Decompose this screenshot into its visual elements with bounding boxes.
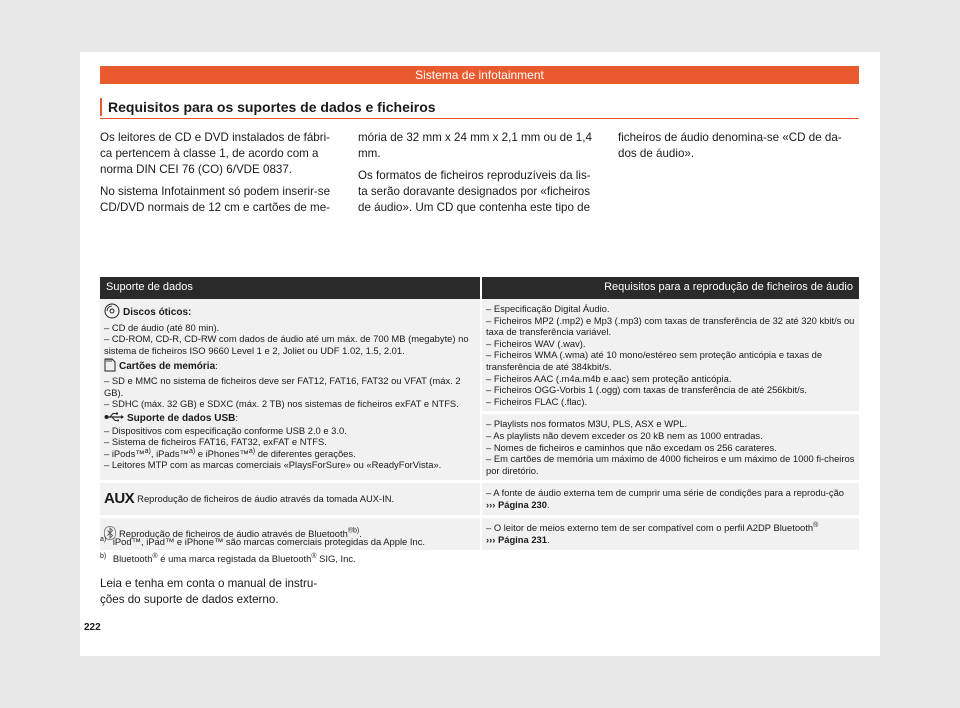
punctuation: . xyxy=(546,498,550,510)
list-item: – Ficheiros WAV (.wav). xyxy=(486,337,586,349)
audio-requirements-cell xyxy=(481,299,859,413)
list-item: – Ficheiros WMA (.wma) até 10 mono/estéreo sem proteção anticópia e taxas de transferência de até 384kbit/s. xyxy=(486,349,823,372)
requirements-table xyxy=(100,277,859,550)
footnote-text: Bluetooth xyxy=(112,553,153,564)
list-item: – SDHC (máx. 32 GB) e SDXC (máx. 2 TB) nos sistemas de ficheiros exFAT e NTFS. xyxy=(104,398,459,410)
footnote-text: iPod™, iPad™ e iPhone™ são marcas comerciais protegidas da Apple Inc. xyxy=(112,536,425,547)
list-item: – Em cartões de memória um máximo de 4000 ficheiros e um máximo de 1000 fi-cheiros por diretório. xyxy=(486,453,855,476)
intro-paragraph: mória de 32 mm x 24 mm x 2,1 mm ou de 1,4 mm. xyxy=(358,131,592,160)
footnote-text: SIG, Inc. xyxy=(316,553,356,564)
list-item: – Ficheiros FLAC (.flac). xyxy=(486,395,588,407)
list-item: – Playlists nos formatos M3U, PLS, ASX e WPL. xyxy=(486,418,688,430)
playlist-requirements-cell xyxy=(481,413,859,482)
optical-section xyxy=(104,303,476,356)
footnote-mark: a) xyxy=(144,447,151,455)
list-item: – Nomes de ficheiros e caminhos que não excedam os 256 carateres. xyxy=(486,441,777,453)
intro-columns xyxy=(100,130,860,280)
generations-text: de diferentes gerações. xyxy=(255,447,356,459)
usb-section xyxy=(104,412,476,471)
footnote-text: é uma marca registada da Bluetooth xyxy=(157,553,312,564)
memory-title-suffix: : xyxy=(215,360,218,372)
page-number: 222 xyxy=(84,622,101,633)
intro-paragraph: Os leitores de CD e DVD instalados de fábri-ca pertencem à classe 1, de acordo com a norma DIN CEI 76 (CO) 6/VDE 0837. xyxy=(100,131,331,176)
aux-requirement-text: – A fonte de áudio externa tem de cumprir uma série de condições para a reprodu-ção xyxy=(486,487,845,499)
aux-label: Reprodução de ficheiros de áudio através da tomada AUX-IN. xyxy=(137,492,395,504)
page-reference-link[interactable]: ››› Página 231 xyxy=(486,533,547,545)
footnote-mark: b) xyxy=(100,552,107,560)
column-header-media: Suporte de dados xyxy=(100,277,481,299)
list-item: – Ficheiros OGG-Vorbis 1 (.ogg) com taxas de transferência de até 256kbit/s. xyxy=(486,384,807,396)
intro-column-1 xyxy=(100,130,340,222)
media-cell xyxy=(100,299,481,482)
optical-title: Discos óticos: xyxy=(123,306,192,318)
aux-icon: AUX xyxy=(104,490,135,508)
chapter-header: Sistema de infotainment xyxy=(100,66,859,84)
ipads-text: , iPads™ xyxy=(150,447,189,459)
bluetooth-requirement-text: – O leitor de meios externo tem de ser compatível com o perfil A2DP Bluetooth xyxy=(486,522,814,534)
usb-title: Suporte de dados USB xyxy=(127,412,236,424)
usb-title-suffix: : xyxy=(235,411,238,423)
memory-title: Cartões de memória xyxy=(119,361,216,373)
aux-requirements-cell xyxy=(481,482,859,516)
list-item xyxy=(104,448,476,460)
list-item: – Especificação Digital Áudio. xyxy=(486,303,610,314)
iphones-text: e iPhones™ xyxy=(195,447,249,459)
registered-mark: ® xyxy=(813,522,819,530)
table-header-row xyxy=(100,277,859,299)
list-item: – Ficheiros MP2 (.mp2) e Mp3 (.mp3) com taxas de transferência de 32 até 320 kbit/s ou taxa de transferência variável. xyxy=(486,314,855,338)
section-title: Requisitos para os suportes de dados e ficheiros xyxy=(100,98,868,116)
footnote-mark: a) xyxy=(100,535,107,543)
intro-paragraph: No sistema Infotainment só podem inserir-se CD/DVD normais de 12 cm e cartões de me- xyxy=(100,185,331,214)
footnote-mark: ®b) xyxy=(347,527,360,535)
ipods-text: – iPods™ xyxy=(104,447,145,459)
page-reference-link[interactable]: ››› Página 230 xyxy=(486,498,547,510)
table-row xyxy=(100,299,859,413)
registered-mark: ® xyxy=(152,552,158,560)
bluetooth-label: Reprodução de ficheiros de áudio através de Bluetooth xyxy=(119,527,348,539)
table-row xyxy=(100,482,859,516)
disc-icon xyxy=(104,303,120,322)
list-item: – Dispositivos com especificação conforme USB 2.0 e 3.0. xyxy=(104,424,347,436)
list-item: – Sistema de ficheiros FAT16, FAT32, exFAT e NTFS. xyxy=(104,436,327,448)
list-item: – CD de áudio (até 80 min). xyxy=(104,321,220,333)
usb-icon xyxy=(104,412,124,425)
intro-paragraph: ficheiros de áudio denomina-se «CD de da-dos de áudio». xyxy=(618,131,842,160)
intro-column-3 xyxy=(618,130,858,168)
memory-card-icon xyxy=(104,358,116,375)
list-item: – As playlists não devem exceder os 20 kB nem as 1000 entradas. xyxy=(486,429,763,441)
intro-paragraph: Os formatos de ficheiros reproduzíveis da lis-ta serão doravante designados por «ficheiros de áudio». Um CD que contenha este tipo de xyxy=(358,169,591,214)
aux-media-cell xyxy=(100,482,481,516)
column-header-requirements: Requisitos para a reprodução de ficheiros de áudio xyxy=(481,277,859,299)
title-divider xyxy=(100,118,859,119)
intro-column-2 xyxy=(358,130,598,222)
list-item: – Leitores MTP com as marcas comerciais «PlaysForSure» ou «ReadyForVista». xyxy=(104,459,442,471)
memory-section xyxy=(104,358,476,409)
registered-mark: ® xyxy=(311,552,317,560)
manual-page xyxy=(80,52,880,656)
list-item: – Ficheiros AAC (.m4a.m4b e.aac) sem proteção anticópia. xyxy=(486,372,732,384)
footnote-mark: a) xyxy=(188,447,196,455)
closing-paragraph: Leia e tenha em conta o manual de instru-ções do suporte de dados externo. xyxy=(100,577,318,606)
punctuation: . xyxy=(546,533,550,545)
list-item: – SD e MMC no sistema de ficheiros deve ser FAT12, FAT16, FAT32 ou VFAT (máx. 2 GB). xyxy=(104,374,461,398)
list-item: – CD-ROM, CD-R, CD-RW com dados de áudio até um máx. de 700 MB (megabyte) no sistema de ficheiros ISO 9660 Level 1 e 2, Joliet ou UDF 1.02, 1.5, 2.01. xyxy=(104,333,469,356)
footnote-mark: a) xyxy=(248,447,256,455)
punctuation: . xyxy=(359,527,362,539)
footnote-b xyxy=(100,553,600,565)
